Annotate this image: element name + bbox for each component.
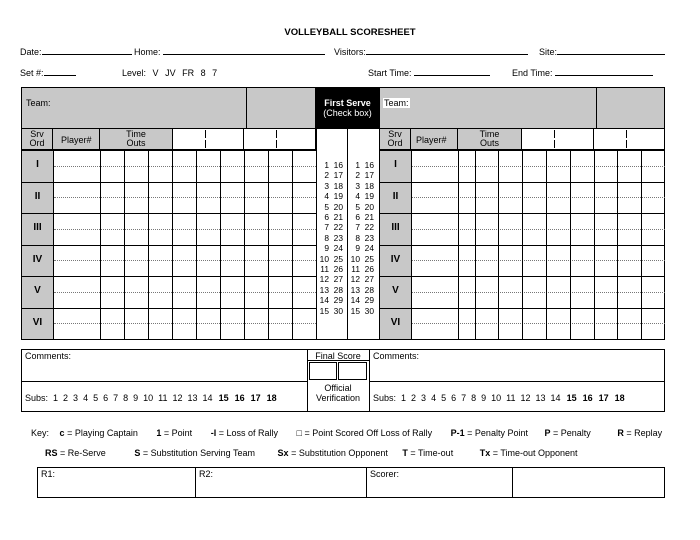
visitors-field[interactable] [334,47,528,57]
score-number[interactable]: 14 [319,295,329,306]
sub-number[interactable]: 13 [535,393,546,403]
key-sym: 1 [156,428,162,438]
r2-field[interactable]: R2: [199,469,214,479]
sub-number[interactable]: 8 [471,393,477,403]
sub-number[interactable]: 1 [401,393,407,403]
first-serve-box [316,87,379,129]
key-text: = Replay [626,428,663,438]
score-number[interactable]: 28 [364,284,374,295]
player-label: Player# [416,135,447,145]
key-sym: -l [210,428,217,438]
right-score-col-line [641,150,642,339]
score-number[interactable]: 7 [355,222,360,233]
right-row-dash [412,292,665,293]
key-text: = Loss of Rally [218,428,278,438]
left-row-dash [54,292,316,293]
key-sym: R [617,428,624,438]
sub-number[interactable]: 6 [103,393,109,403]
score-number[interactable]: 27 [364,274,374,285]
srv-label: Srv [388,129,402,139]
right-row-dash [412,260,665,261]
left-score-col-line [268,150,269,339]
key-label: Key: [31,428,50,438]
score-number[interactable]: 21 [333,212,343,223]
score-number[interactable]: 19 [364,191,374,202]
left-score-col-line [148,150,149,339]
key-sym: T [402,448,408,458]
sub-number[interactable]: 9 [133,393,139,403]
score-number[interactable]: 18 [364,180,374,191]
score-number[interactable]: 30 [364,305,374,316]
left-score-col-line [172,150,173,339]
score-number[interactable]: 4 [324,191,329,202]
key-text: = Point [163,428,193,438]
score-number[interactable]: 7 [324,222,329,233]
right-player-header [410,128,458,150]
r1-field[interactable]: R1: [41,469,56,479]
score-number[interactable]: 23 [364,232,374,243]
site-field[interactable] [539,47,665,57]
date-label: Date: [20,47,42,57]
right-score-col-line [594,150,595,339]
official-label: Official [324,383,352,393]
key-row-2 [45,448,578,458]
score-col-3[interactable] [347,160,360,316]
score-number[interactable]: 17 [333,170,343,181]
first-serve-title: First Serve [324,98,371,108]
left-team-extra [246,87,316,129]
left-score-col-line [244,150,245,339]
key-text: = Penalty [553,428,591,438]
left-subs-row[interactable] [25,393,277,403]
sub-number[interactable]: 14 [202,393,213,403]
sub-number[interactable]: 7 [113,393,119,403]
score-number[interactable]: 2 [355,170,360,181]
sub-number[interactable]: 10 [143,393,154,403]
left-srv-ord-header [21,128,53,150]
right-comments-label: Comments: [373,351,420,361]
outs-label: Outs [479,138,499,148]
score-number[interactable]: 25 [364,253,374,264]
key-sym: c [59,428,65,438]
right-row-dash [412,323,665,324]
left-row-dash [54,166,316,167]
sub-number[interactable]: 13 [187,393,198,403]
level-option-fr[interactable]: FR [182,68,195,78]
left-score-col-line [220,150,221,339]
score-number[interactable]: 5 [355,201,360,212]
srv-label: Srv [30,129,44,139]
key-text: = Penalty Point [467,428,528,438]
outs-label: Outs [126,138,146,148]
left-timeouts-header [99,128,173,150]
set-label: Set #: [20,68,44,78]
left-comments-label: Comments: [25,351,72,361]
score-number[interactable]: 3 [324,180,329,191]
sub-number[interactable]: 8 [123,393,129,403]
score-col-1[interactable] [316,160,329,316]
sub-number[interactable]: 16 [234,393,245,403]
key-text: = Substitution Opponent [291,448,388,458]
sub-number[interactable]: 12 [520,393,531,403]
sub-number[interactable]: 18 [614,393,625,403]
key-sym: Sx [277,448,289,458]
sub-number[interactable]: 7 [461,393,467,403]
subs-label: Subs: [25,393,49,403]
key-text: = Substitution Serving Team [142,448,256,458]
right-rotation-6: VI [390,316,401,328]
sub-number[interactable]: 1 [53,393,59,403]
sub-number[interactable]: 11 [158,393,168,403]
left-header-blank-1[interactable] [172,128,244,150]
score-number[interactable]: 10 [319,253,329,264]
home-label: Home: [134,47,161,57]
site-label: Site: [539,47,558,57]
left-score-col-line [292,150,293,339]
score-number[interactable]: 15 [319,305,329,316]
key-text: = Point Scored Off Loss of Rally [304,428,433,438]
level-label: Level: [122,68,147,78]
score-number[interactable]: 14 [350,295,360,306]
sub-number[interactable]: 18 [266,393,277,403]
set-field[interactable] [20,68,76,78]
score-number[interactable]: 24 [364,243,374,254]
key-text: = Re-Serve [60,448,106,458]
score-number[interactable]: 25 [333,253,343,264]
final-score-home-box[interactable] [309,362,337,380]
right-header-blank-1[interactable] [521,128,594,150]
ord-label: Ord [387,138,403,148]
left-player-col-line [100,150,101,339]
left-row-dash [54,260,316,261]
final-score-visitor-box[interactable] [338,362,367,380]
score-number[interactable]: 13 [350,284,360,295]
right-row-dash [412,197,665,198]
right-rotation-3: III [391,222,400,233]
end-time-field[interactable] [512,68,653,78]
score-number[interactable]: 1 [355,160,360,170]
page-title: VOLLEYBALL SCORESHEET [284,27,416,38]
subs-label: Subs: [373,393,397,403]
sub-number[interactable]: 16 [582,393,593,403]
first-serve-sub: (Check box) [323,108,372,118]
key-text: = Playing Captain [67,428,138,438]
sub-number[interactable]: 4 [83,393,89,403]
score-number[interactable]: 9 [324,243,329,254]
score-number[interactable]: 29 [364,295,374,306]
key-sym: P-1 [450,428,465,438]
sub-number[interactable]: 15 [218,393,229,403]
sub-number[interactable]: 9 [481,393,487,403]
score-number[interactable]: 30 [333,305,343,316]
right-score-col-line [522,150,523,339]
score-number[interactable]: 16 [364,160,374,170]
score-number[interactable]: 8 [355,232,360,243]
right-timeouts-header [457,128,522,150]
score-number[interactable]: 26 [333,264,343,275]
left-row-line [21,276,316,277]
key-text: = Time-out Opponent [492,448,578,458]
right-rotation-5: V [392,285,399,296]
left-row-line [21,339,316,340]
right-team-box[interactable] [379,87,597,129]
score-number[interactable]: 20 [364,201,374,212]
left-rotation-2: II [34,190,41,202]
sub-number[interactable]: 12 [172,393,183,403]
score-number[interactable]: 4 [355,191,360,202]
score-number[interactable]: 26 [364,264,374,275]
score-number[interactable]: 23 [333,232,343,243]
score-number[interactable]: 10 [350,253,360,264]
time-label: Time [479,129,500,139]
right-row-dash [412,166,665,167]
left-rotation-1: I [36,159,39,170]
score-number[interactable]: 21 [364,212,374,223]
score-number[interactable]: 29 [333,295,343,306]
right-header-blank-2[interactable] [593,128,665,150]
left-row-dash [54,323,316,324]
sub-number[interactable]: 3 [421,393,427,403]
score-number[interactable]: 6 [355,212,360,223]
home-field[interactable] [134,47,325,57]
score-number[interactable]: 22 [333,222,343,233]
sub-number[interactable]: 11 [506,393,516,403]
sub-number[interactable]: 10 [491,393,502,403]
sub-number[interactable]: 2 [63,393,69,403]
right-score-col-line [617,150,618,339]
player-label: Player# [61,135,92,145]
left-rotation-4: IV [32,253,43,265]
right-rotation-4: IV [390,253,401,265]
right-rotation-1: I [394,159,397,170]
right-score-col-line [498,150,499,339]
score-number[interactable]: 27 [333,274,343,285]
sub-number[interactable]: 17 [250,393,261,403]
left-score-col-line [196,150,197,339]
left-team-label: Team: [26,98,51,108]
score-col-4[interactable] [360,160,374,316]
score-number[interactable]: 20 [333,201,343,212]
key-sym: P [544,428,551,438]
ord-label: Ord [29,138,45,148]
level-option-8[interactable]: 8 [200,68,206,78]
start-time-label: Start Time: [368,68,412,78]
right-row-dash [412,229,665,230]
score-number[interactable]: 19 [333,191,343,202]
score-number[interactable]: 11 [320,264,329,275]
left-rotation-5: V [34,285,41,296]
left-player-header [52,128,100,150]
score-number[interactable]: 9 [355,243,360,254]
right-rotation-2: II [392,190,399,202]
sub-number[interactable]: 15 [566,393,577,403]
officials-box [37,467,665,498]
left-row-line [21,213,316,214]
score-number[interactable]: 28 [333,284,343,295]
key-sym: □ [296,428,302,438]
right-score-col-line [475,150,476,339]
score-number[interactable]: 6 [324,212,329,223]
score-number[interactable]: 18 [333,180,343,191]
left-header-blank-2[interactable] [243,128,316,150]
score-number[interactable]: 16 [333,160,343,170]
level-option-v[interactable]: V [152,68,159,78]
left-row-dash [54,197,316,198]
sub-number[interactable]: 17 [598,393,609,403]
verification-label: Verification [315,393,361,403]
right-team-extra [596,87,665,129]
score-number[interactable]: 11 [351,264,360,275]
sub-number[interactable]: 2 [411,393,417,403]
score-number[interactable]: 2 [324,170,329,181]
score-number[interactable]: 3 [355,180,360,191]
score-number[interactable]: 17 [364,170,374,181]
visitors-label: Visitors: [334,47,366,57]
right-subs-row[interactable] [373,393,625,403]
left-rotation-3: III [33,222,42,233]
level-option-7[interactable]: 7 [212,68,218,78]
left-team-box[interactable] [21,87,247,129]
time-label: Time [126,129,146,139]
key-sym: Tx [479,448,491,458]
left-row-line [21,150,316,151]
score-number[interactable]: 1 [324,160,329,170]
level-field[interactable] [122,68,217,78]
final-score-label: Final Score [315,351,361,361]
score-number[interactable]: 13 [319,284,329,295]
right-srv-ord-header [379,128,411,150]
start-time-field[interactable] [368,68,490,78]
score-number[interactable]: 15 [350,305,360,316]
right-score-col-line [546,150,547,339]
right-player-col-line [458,150,459,339]
score-number[interactable]: 12 [319,274,329,285]
right-score-col-line [570,150,571,339]
sub-number[interactable]: 4 [431,393,437,403]
score-number[interactable]: 24 [333,243,343,254]
end-time-label: End Time: [512,68,553,78]
left-row-line [21,245,316,246]
left-row-line [21,308,316,309]
left-score-col-line [124,150,125,339]
sub-number[interactable]: 5 [93,393,99,403]
sub-number[interactable]: 14 [550,393,561,403]
left-row-dash [54,229,316,230]
score-number[interactable]: 5 [324,201,329,212]
level-option-jv[interactable]: JV [165,68,176,78]
score-number[interactable]: 12 [350,274,360,285]
key-row-1 [31,428,662,438]
sub-number[interactable]: 3 [73,393,79,403]
sub-number[interactable]: 6 [451,393,457,403]
date-field[interactable] [20,47,132,57]
key-sym: RS [45,448,58,458]
key-sym: S [134,448,141,458]
left-rotation-6: VI [32,316,43,328]
score-number[interactable]: 22 [364,222,374,233]
score-number[interactable]: 8 [324,232,329,243]
score-col-2[interactable] [329,160,343,316]
sub-number[interactable]: 5 [441,393,447,403]
scorer-field[interactable]: Scorer: [370,469,400,479]
key-text: = Time-out [410,448,454,458]
right-row-line [379,339,665,340]
left-row-line [21,182,316,183]
right-team-label: Team: [384,98,409,108]
